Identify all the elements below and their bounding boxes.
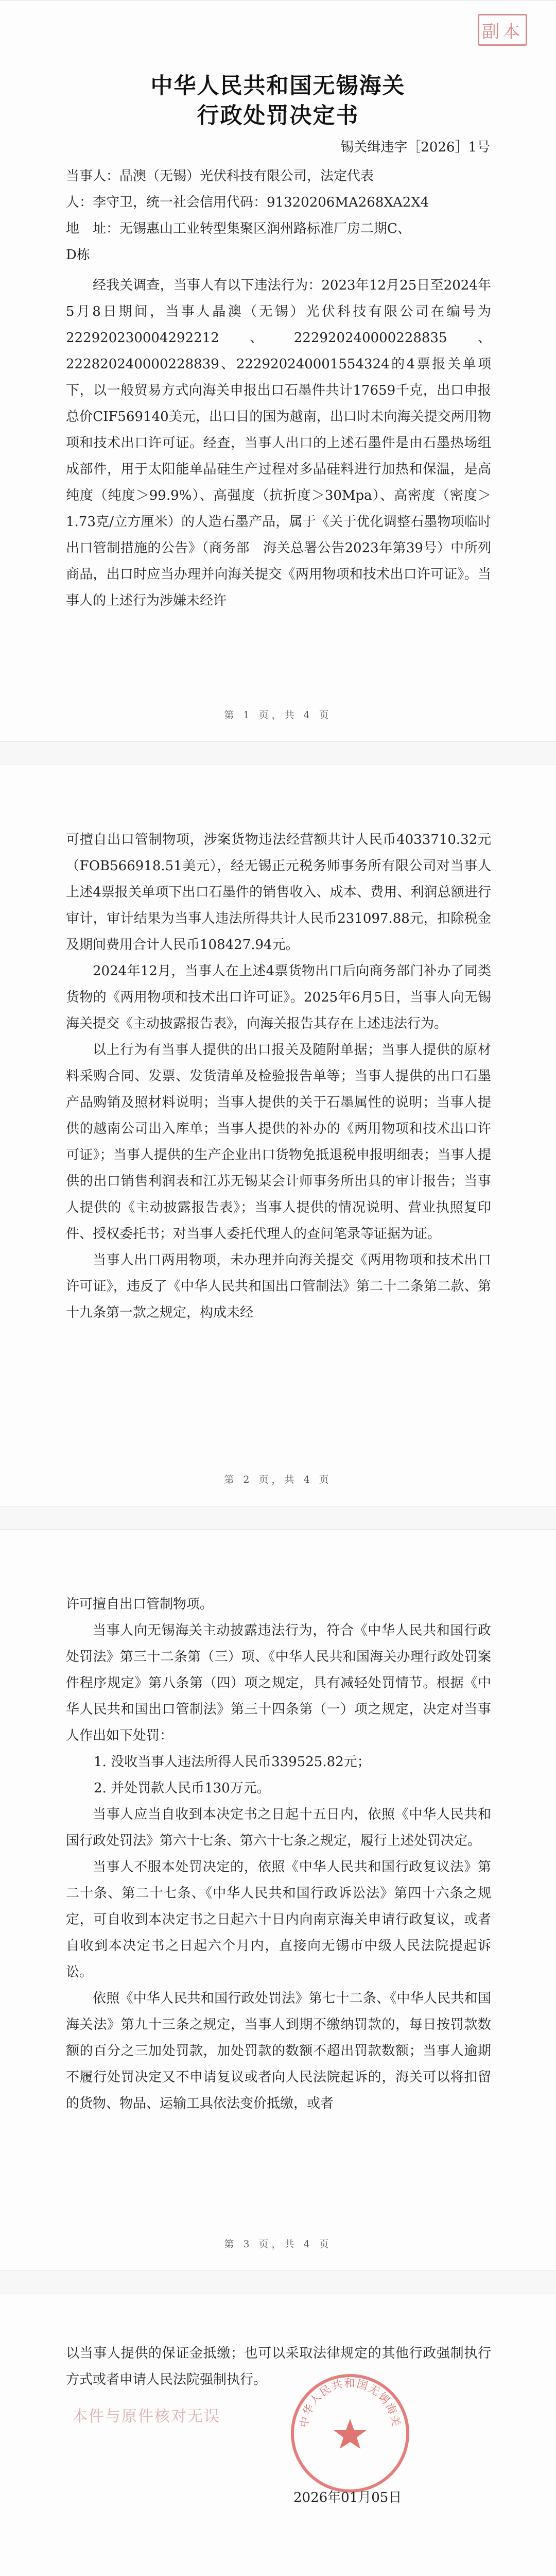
paragraph: 许可擅自出口管制物项。 — [66, 1597, 214, 1612]
copy-stamp: 副本 — [478, 14, 527, 46]
paragraph: 当事人不服本处罚决定的，依照《中华人民共和国行政复议法》第二十条、第二十七条、《中华人民共和国行政诉讼法》第四十六条之规定，可自收到本决定书之日起六十日内向南京海关申请行政复议，或者自收到本决定书之日起六个月内，直接向无锡市中级人民法院提起诉讼。 — [66, 1859, 491, 1980]
paragraph: 当事人向无锡海关主动披露违法行为，符合《中华人民共和国行政处罚法》第三十二条第（三）项、《中华人民共和国海关办理行政处罚案件程序规定》第八条第（四）项之规定，具有减轻处罚情节。根据《中华人民共和国出口管制法》第三十四条第（一）项之规定，决定对当事人作出如下处罚： — [66, 1623, 491, 1743]
document-number: 锡关缉违字［2026］1号 — [340, 140, 490, 155]
party-rep-line: 人：李守卫，统一社会信用代码：91320206MA268XA2X4 — [66, 195, 429, 210]
page-1-body — [66, 273, 491, 614]
party-name-line: 当事人：晶澳（无锡）光伏科技有限公司，法定代表 — [66, 168, 374, 184]
page-4 — [0, 2294, 556, 2576]
paragraph: 依照《中华人民共和国行政处罚法》第七十二条、《中华人民共和国海关法》第九十三条之规定，当事人到期不缴纳罚款的，每日按罚款数额的百分之三加处罚款，加处罚款的数额不超出罚款数额；当事人逾期不履行处罚决定又不申请复议或者向人民法院起诉的，海关可以将扣留的货物、物品、运输工具依法变价抵缴，或者 — [66, 1991, 491, 2111]
page-2 — [0, 765, 556, 1506]
penalty-list — [66, 1749, 491, 1802]
title-line-2: 行政处罚决定书 — [197, 103, 359, 129]
seal-text: 中华人民共和国无锡海关 — [298, 2377, 403, 2429]
paragraph: 以当事人提供的保证金抵缴；也可以采取法律规定的其他行政强制执行方式或者申请人民法院强制执行。 — [66, 2346, 491, 2387]
page-footer: 第 3 页，共 4 页 — [224, 2239, 332, 2250]
page-3 — [0, 1529, 556, 2271]
official-seal-icon — [288, 2371, 412, 2495]
page-3-body — [66, 1591, 491, 2117]
paragraph: 可擅自出口管制物项，涉案货物违法经营额共计人民币4033710.32元（FOB566918.51美元），经无锡正元税务师事务所有限公司对当事人上述4票报关单项下出口石墨件的销售收入、成本、费用、利润总额进行审计，审计结果为当事人违法所得共计人民币231097.88元，扣除税金及期间费用合计人民币108427.94元。 — [66, 832, 491, 953]
verification-stamp: 本件与原件核对无误 — [72, 2408, 220, 2426]
page-1 — [0, 0, 556, 742]
page-4-body — [66, 2341, 491, 2393]
paragraph: 当事人出口两用物项，未办理并向海关提交《两用物项和技术出口许可证》，违反了《中华人民共和国出口管制法》第二十二条第二款、第十九条第一款之规定，构成未经 — [66, 1252, 491, 1320]
page-footer: 第 2 页，共 4 页 — [224, 1474, 332, 1485]
title-line-1: 中华人民共和国无锡海关 — [150, 73, 406, 99]
paragraph: 以上行为有当事人提供的出口报关及随附单据；当事人提供的原材料采购合同、发票、发货清单及检验报告单等；当事人提供的出口石墨产品购销及照材料说明；当事人提供的关于石墨属性的说明；当事人提供的越南公司出入库单；当事人提供的补办的《两用物项和技术出口许可证》；当事人提供的生产企业出口货物免抵退税申报明细表；当事人提供的出口销售利润表和江苏无锡某会计师事务所出具的审计报告；当事人提供的《主动披露报告表》；当事人提供的情况说明、营业执照复印件、授权委托书；对当事人委托代理人的查问笔录等证据为证。 — [66, 1042, 491, 1242]
paragraph: 2024年12月，当事人在上述4票货物出口后向商务部门补办了同类货物的《两用物项和技术出口许可证》。2025年6月5日，当事人向无锡海关提交《主动披露报告表》，向海关报告其存在上述违法行为。 — [66, 963, 491, 1031]
penalty-item-fine: 2. 并处罚款人民币130万元。 — [94, 1781, 270, 1796]
party-address-line-1: 地 址：无锡惠山工业转型集聚区润州路标准厂房二期C、 — [66, 221, 411, 236]
paragraph: 经我关调查，当事人有以下违法行为：2023年12月25日至2024年5月8日期间，当事人晶澳（无锡）光伏科技有限公司在编号为222920230004292212、222920240000228835、222820240000228839、222920240001554324的4票报关单项下，以一般贸易方式向海关申报出口石墨件共计17659千克，出口申报总价CIF569140美元，出口目的国为越南，出口时未向海关提交两用物项和技术出口许可证。经查，当事人出口的上述石墨件是由石墨热场组成部件，用于太阳能单晶硅生产过程对多晶硅料进行加热和保温，是高纯度（纯度＞99.9%）、高强度（抗折度＞30Mpa）、高密度（密度＞1.73克/立方厘米）的人造石墨产品，属于《关于优化调整石墨物项临时出口管制措施的公告》（商务部 海关总署公告2023年第39号）中所列商品，出口时应当办理并向海关提交《两用物项和技术出口许可证》。当事人的上述行为涉嫌未经许 — [66, 278, 491, 608]
paragraph: 当事人应当自收到本决定书之日起十五日内，依照《中华人民共和国行政处罚法》第六十七条、第六十七条之规定，履行上述处罚决定。 — [66, 1807, 491, 1849]
page-footer: 第 1 页，共 4 页 — [224, 709, 332, 721]
party-address-line-2: D栋 — [66, 247, 90, 263]
party-info — [66, 163, 509, 268]
sign-date: 2026年01月05日 — [293, 2490, 402, 2505]
penalty-item-confiscation: 1. 没收当事人违法所得人民币339525.82元； — [94, 1754, 371, 1770]
page-2-body — [66, 827, 491, 1326]
